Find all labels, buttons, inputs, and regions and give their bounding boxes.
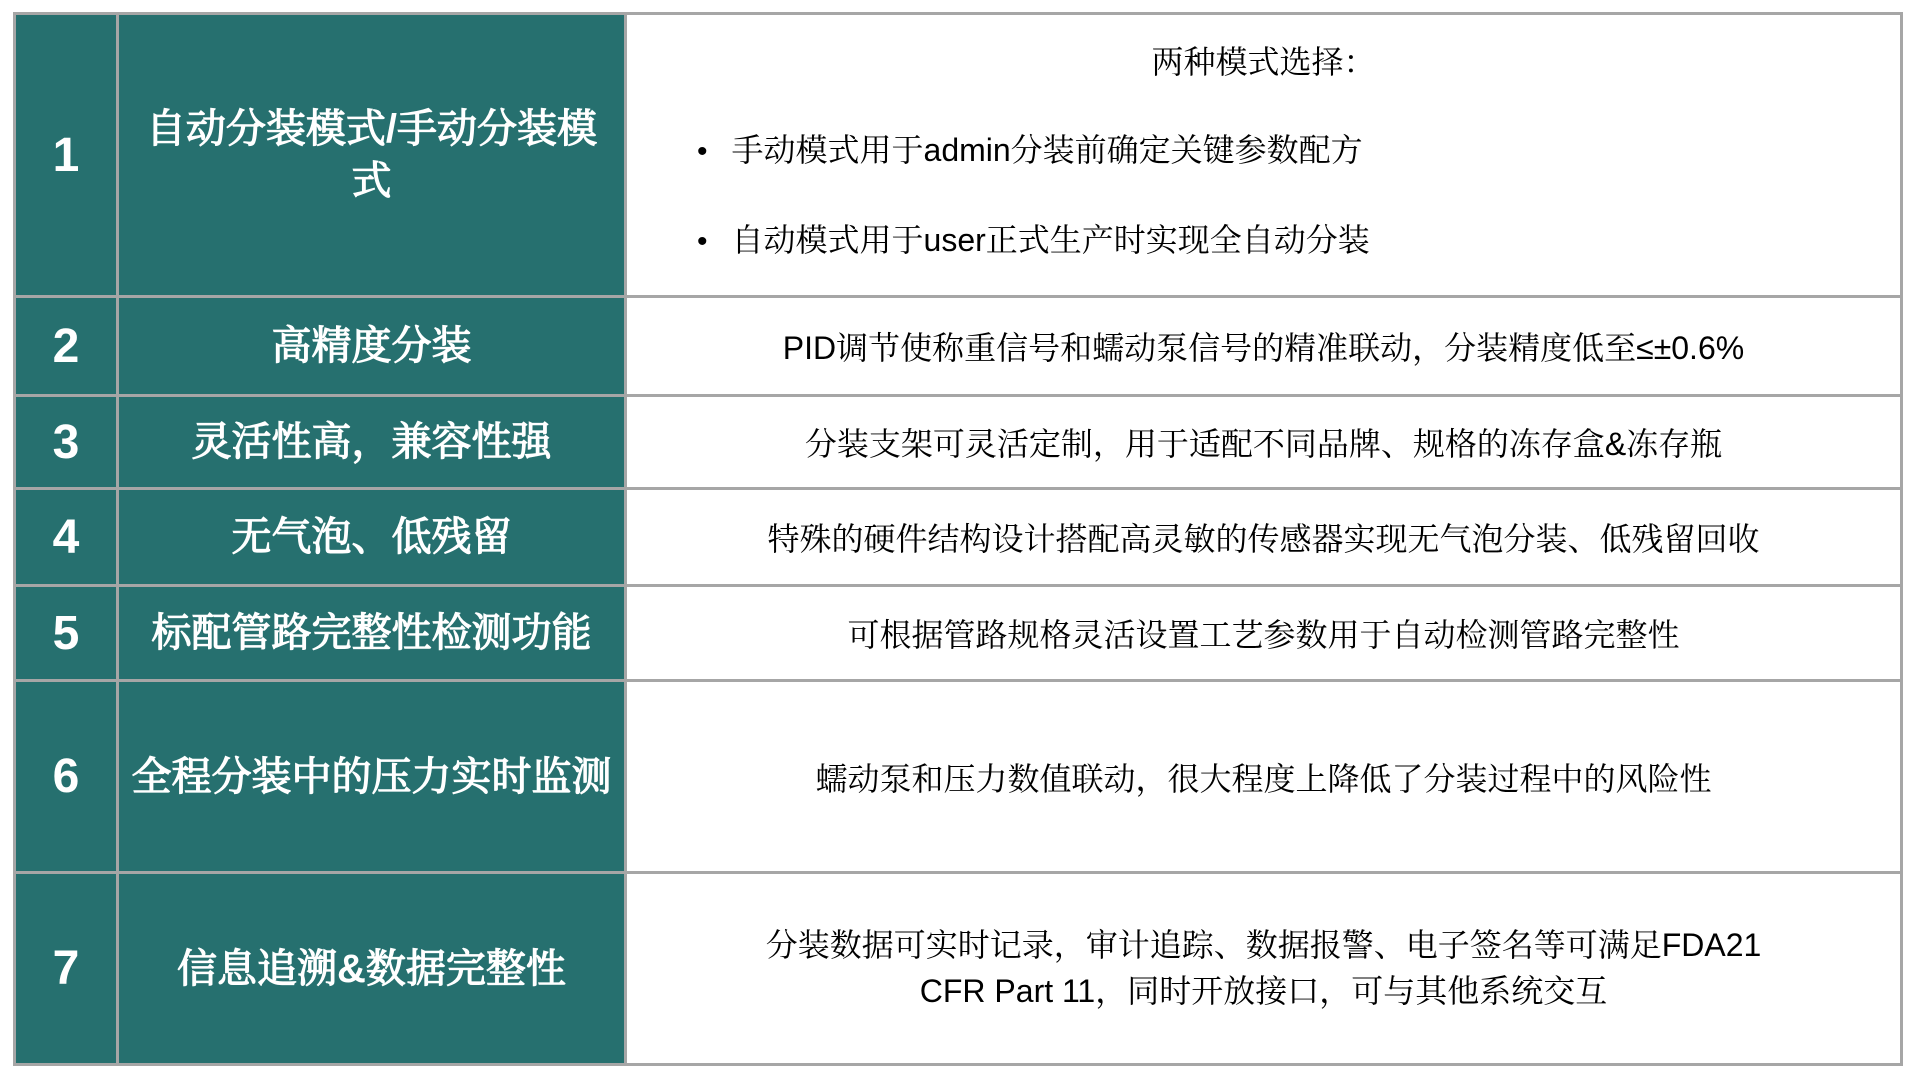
bullet-text: 自动模式用于user正式生产时实现全自动分装	[731, 222, 1370, 258]
row-number: 2	[16, 298, 116, 394]
mode-bullet-auto	[627, 215, 1900, 261]
feature-description	[627, 874, 1900, 1063]
feature-name: 高精度分装	[119, 298, 624, 394]
bullet-text: 手动模式用于admin分装前确定关键参数配方	[731, 132, 1363, 168]
row-number: 4	[16, 490, 116, 584]
row-number: 7	[16, 874, 116, 1063]
feature-description	[627, 397, 1900, 487]
description-text: 特殊的硬件结构设计搭配高灵敏的传感器实现无气泡分装、低残留回收	[767, 521, 1760, 557]
row-number: 6	[16, 682, 116, 871]
feature-name: 标配管路完整性检测功能	[119, 587, 624, 679]
description-text: 可根据管路规格灵活设置工艺参数用于自动检测管路完整性	[847, 617, 1680, 653]
row-number: 5	[16, 587, 116, 679]
feature-table	[13, 12, 1903, 1066]
feature-description	[627, 682, 1900, 871]
modes-heading: 两种模式选择：	[1151, 44, 1376, 80]
row-number: 1	[16, 15, 116, 295]
feature-description	[627, 490, 1900, 584]
feature-name: 无气泡、低残留	[119, 490, 624, 584]
feature-name: 信息追溯&数据完整性	[119, 874, 624, 1063]
description-text: PID调节使称重信号和蠕动泵信号的精准联动，分装精度低至≤±0.6%	[782, 330, 1745, 366]
row-number: 3	[16, 397, 116, 487]
feature-description	[627, 587, 1900, 679]
feature-name: 灵活性高，兼容性强	[119, 397, 624, 487]
feature-description	[627, 15, 1900, 295]
description-text: 蠕动泵和压力数值联动，很大程度上降低了分装过程中的风险性	[815, 760, 1712, 797]
bullet-icon: •	[697, 225, 708, 258]
description-text: 分装支架可灵活定制，用于适配不同品牌、规格的冻存盒&冻存瓶	[804, 426, 1723, 462]
mode-bullet-manual	[627, 125, 1900, 171]
description-text: 分装数据可实时记录，审计追踪、数据报警、电子签名等可满足FDA21 CFR Part 11，同时开放接口，可与其他系统交互	[765, 927, 1762, 1009]
bullet-icon: •	[697, 135, 708, 168]
feature-name: 自动分装模式/手动分装模式	[119, 15, 624, 295]
feature-name: 全程分装中的压力实时监测	[119, 682, 624, 871]
feature-description	[627, 298, 1900, 394]
